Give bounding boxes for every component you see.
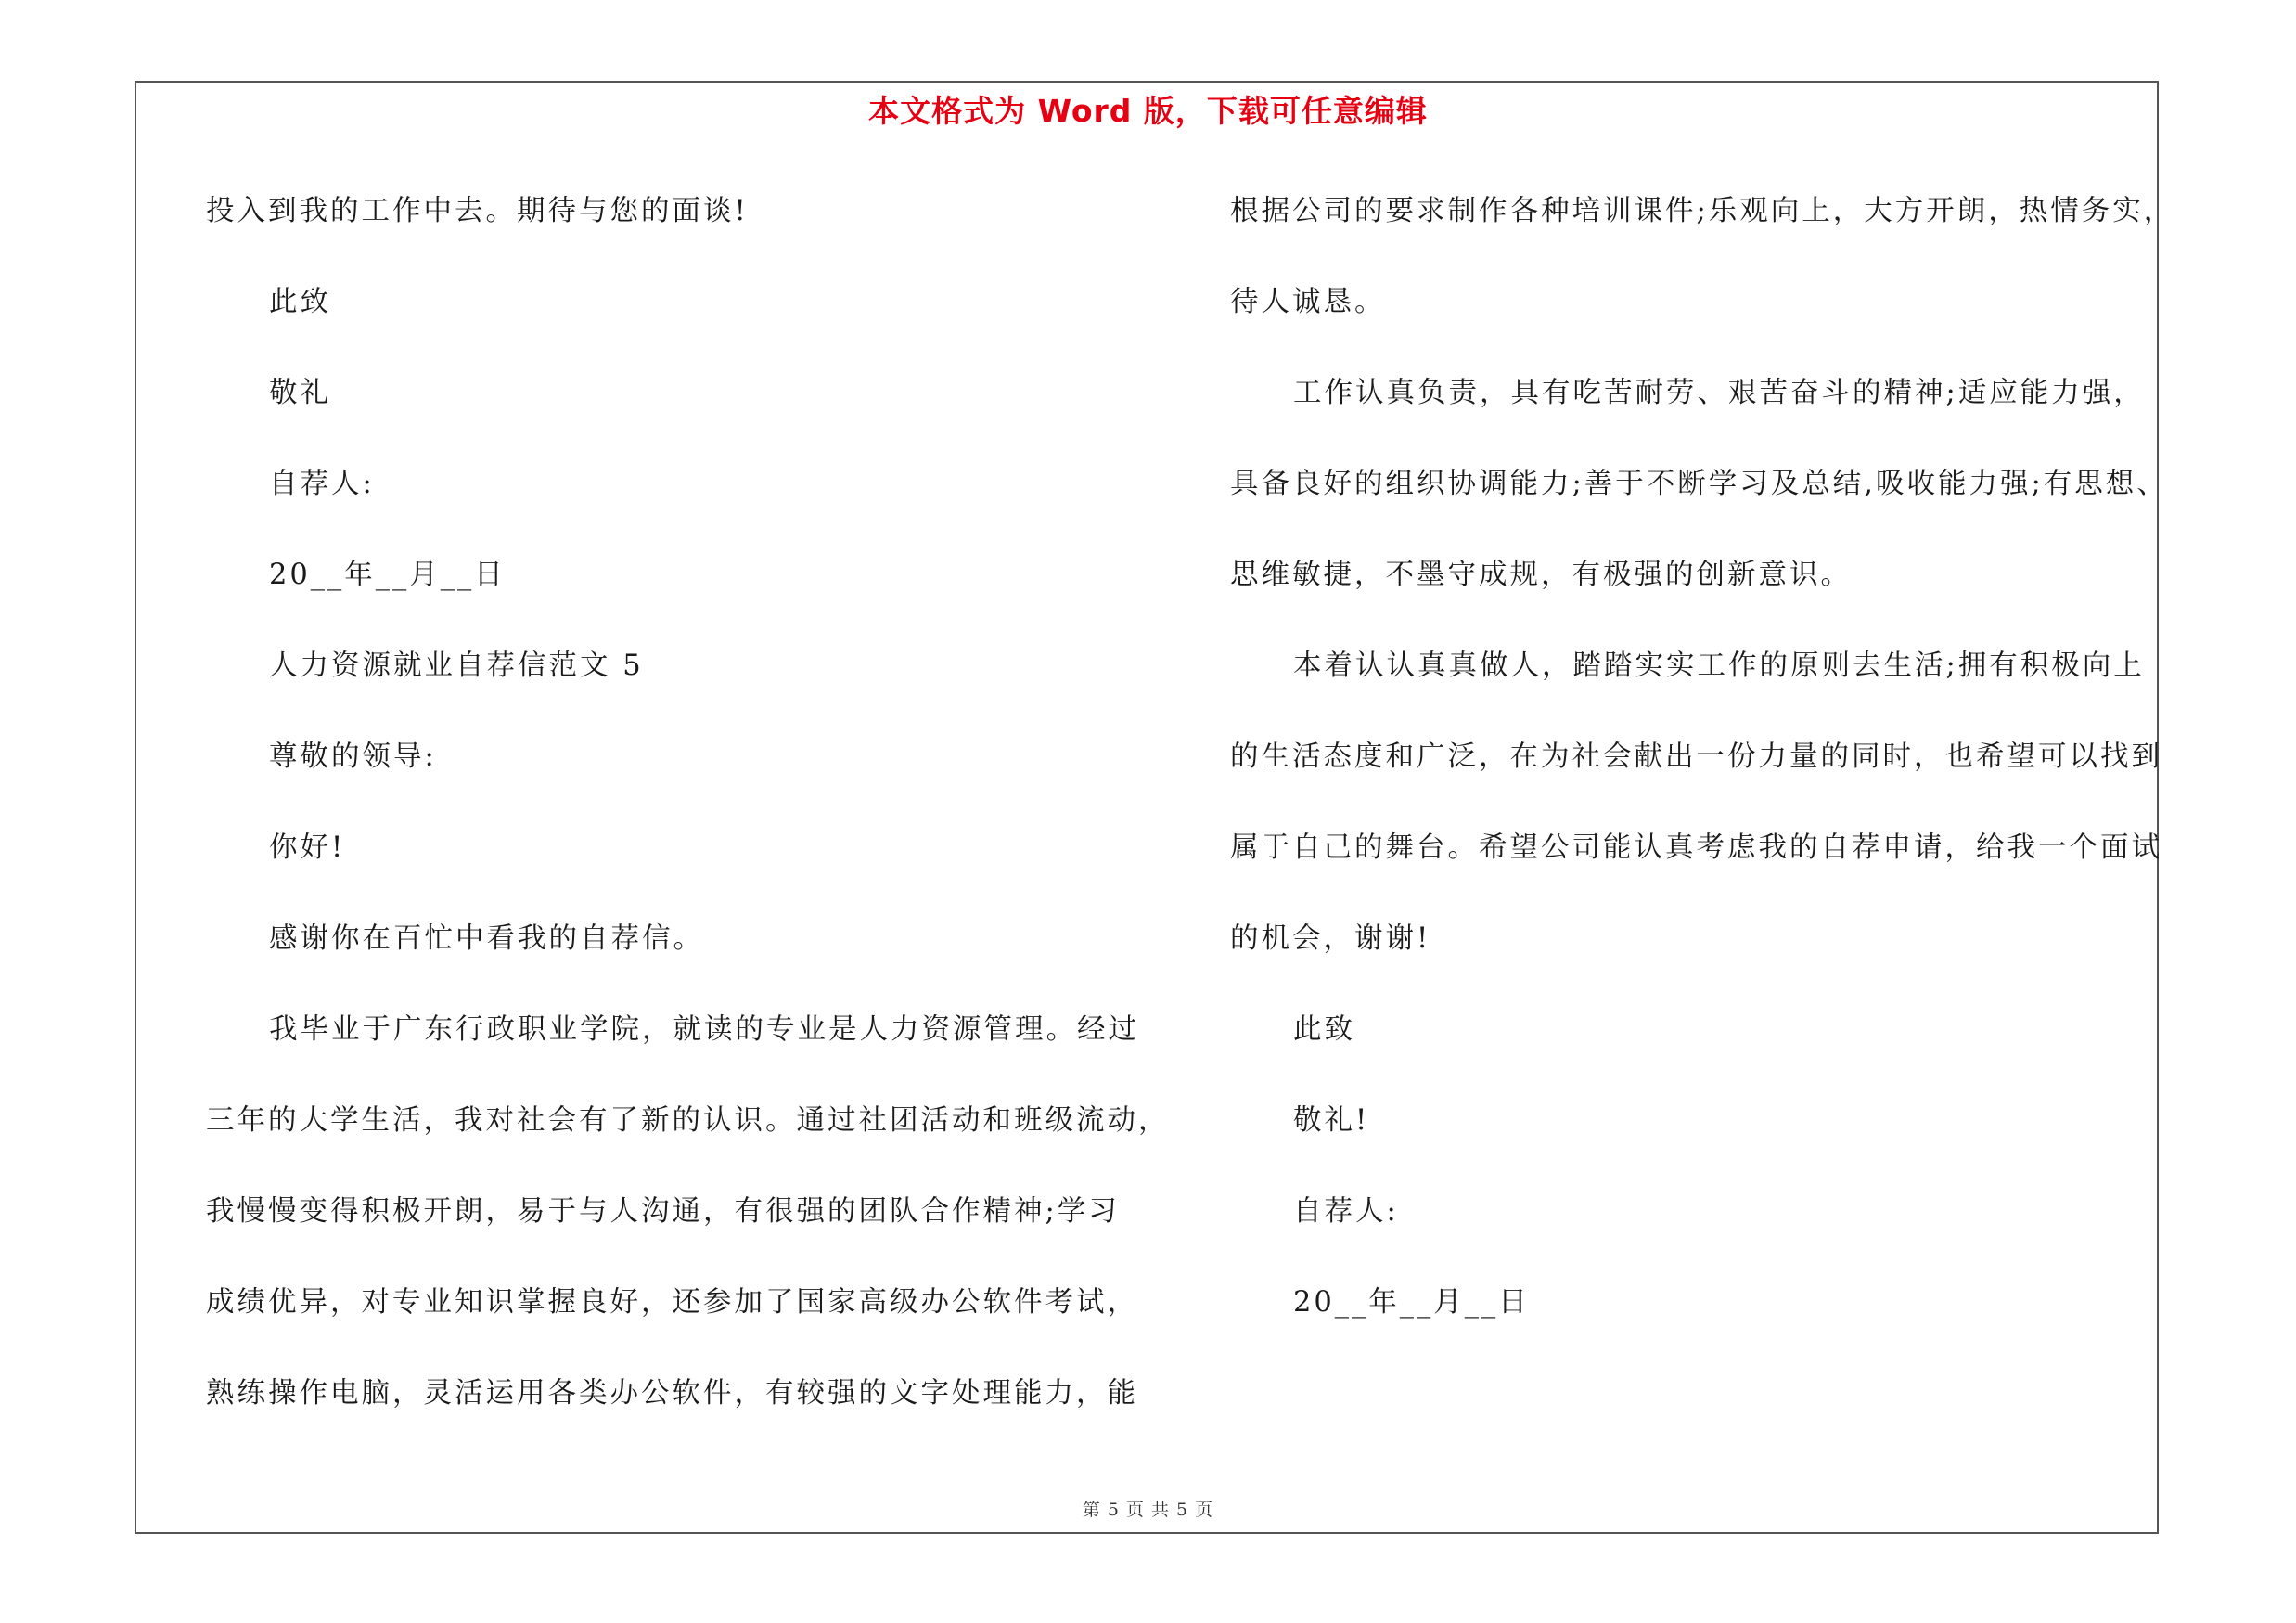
text-line: 此致	[269, 286, 331, 318]
text-line: 敬礼!	[1293, 1104, 1370, 1137]
text-line: 我慢慢变得积极开朗，易于与人沟通，有很强的团队合作精神;学习	[206, 1195, 1120, 1228]
text-line: 思维敏捷，不墨守成规，有极强的创新意识。	[1230, 559, 1852, 591]
text-line: 敬礼	[269, 377, 331, 409]
text-line: 你好!	[269, 831, 346, 864]
page-number-footer: 第 5 页 共 5 页	[1082, 1500, 1214, 1520]
text-line: 工作认真负责，具有吃苦耐劳、艰苦奋斗的精神;适应能力强，	[1293, 377, 2145, 409]
format-notice-banner: 本文格式为 Word 版，下载可任意编辑	[868, 93, 1428, 129]
text-line: 20__年__月__日	[269, 559, 506, 591]
text-line: 我毕业于广东行政职业学院，就读的专业是人力资源管理。经过	[269, 1013, 1139, 1046]
text-line: 成绩优异，对专业知识掌握良好，还参加了国家高级办公软件考试，	[206, 1286, 1138, 1319]
text-line: 待人诚恳。	[1230, 286, 1386, 318]
text-line: 20__年__月__日	[1293, 1286, 1530, 1319]
text-line: 自荐人:	[269, 468, 375, 500]
text-line: 感谢你在百忙中看我的自荐信。	[269, 922, 704, 955]
text-line: 此致	[1293, 1013, 1355, 1046]
right-text-column	[1230, 181, 2175, 1363]
text-line: 的机会，谢谢!	[1230, 922, 1431, 955]
text-line: 属于自己的舞台。希望公司能认真考虑我的自荐申请，给我一个面试	[1230, 831, 2162, 864]
text-line: 熟练操作电脑，灵活运用各类办公软件，有较强的文字处理能力，能	[206, 1377, 1138, 1410]
text-line: 投入到我的工作中去。期待与您的面谈!	[206, 195, 749, 227]
text-line: 根据公司的要求制作各种培训课件;乐观向上，大方开朗，热情务实，	[1230, 195, 2175, 227]
text-line: 尊敬的领导:	[269, 741, 437, 773]
text-line: 具备良好的组织协调能力;善于不断学习及总结,吸收能力强;有思想、	[1230, 468, 2168, 500]
text-line: 自荐人:	[1293, 1195, 1399, 1228]
text-line: 的生活态度和广泛，在为社会献出一份力量的同时，也希望可以找到	[1230, 741, 2162, 773]
text-line: 人力资源就业自荐信范文 5	[269, 650, 644, 682]
text-line: 三年的大学生活，我对社会有了新的认识。通过社团活动和班级流动，	[206, 1104, 1170, 1137]
text-line: 本着认认真真做人，踏踏实实工作的原则去生活;拥有积极向上	[1293, 650, 2145, 682]
left-text-column	[206, 181, 1170, 1454]
